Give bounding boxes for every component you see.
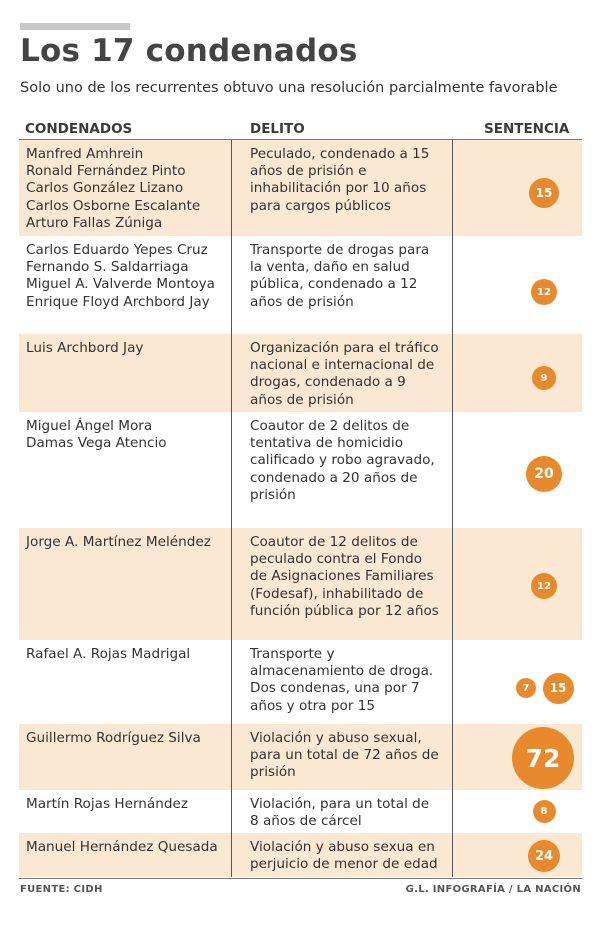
convicted-name: Carlos Osborne Escalante: [26, 197, 201, 214]
table-row: [19, 528, 582, 640]
convicted-name: Manuel Hernández Quesada: [26, 839, 218, 855]
convicted-names: [26, 340, 236, 357]
credit-note: G.L. INFOGRAFÍA / LA NACIÓN: [405, 884, 581, 895]
convicted-name: Carlos Eduardo Yepes Cruz: [26, 242, 208, 258]
crime-description: Violación y abuso sexua en perjuicio de menor de edad: [250, 839, 438, 873]
table-row: [19, 790, 582, 833]
convicted-name: Arturo Fallas Zúniga: [26, 214, 163, 231]
convicted-name: Damas Vega Atencio: [26, 435, 167, 452]
column-divider: [231, 412, 232, 528]
convicted-names: [26, 839, 236, 856]
column-divider: [231, 790, 232, 833]
convicted-names: [26, 242, 236, 311]
crime-description: Transporte y almacenamiento de droga. Dos condenas, una por 7 años y otra por 15: [250, 646, 434, 714]
convicted-names: [26, 730, 236, 747]
column-divider: [231, 833, 232, 877]
sentence-cell: [452, 334, 582, 412]
sentence-years-badge: 7: [516, 678, 536, 698]
crime-description: Organización para el tráfico nacional e internacional de drogas, condenado a 9 años de prisión: [250, 340, 439, 408]
column-divider: [231, 528, 232, 640]
crime-description: Peculado, condenado a 15 años de prisión e inhabilitación por 10 años para cargos públicos: [250, 146, 430, 214]
sentence-cell: [452, 140, 582, 236]
sentence-cell: [452, 724, 582, 790]
sentence-cell: [452, 640, 582, 724]
page-subtitle: Solo uno de los recurrentes obtuvo una resolución parcialmente favorable: [20, 80, 558, 96]
column-header-crime: DELITO: [250, 121, 305, 137]
convicted-name: Jorge A. Martínez Meléndez: [26, 534, 211, 550]
column-divider: [231, 334, 232, 412]
column-divider: [231, 140, 232, 236]
sentence-years-badge: 72: [512, 727, 574, 789]
crime-description: Coautor de 12 delitos de peculado contra el Fondo de Asignaciones Familiares (Fodesaf), inhabilitado de función pública por 12 años: [250, 534, 439, 619]
convicted-name: Luis Archbord Jay: [26, 340, 144, 356]
convicted-names: [26, 796, 236, 813]
sentence-years-badge: 20: [526, 456, 562, 492]
convicted-name: Guillermo Rodríguez Silva: [26, 730, 201, 746]
convicted-name: Martín Rojas Hernández: [26, 796, 188, 812]
sentence-years-badge: 8: [533, 800, 556, 823]
convicted-names: [26, 146, 236, 232]
sentence-years-badge: 12: [531, 279, 557, 305]
table-row: [19, 236, 582, 334]
sentence-cell: [452, 528, 582, 640]
convicted-name: Carlos González Lizano: [26, 180, 184, 197]
column-divider: [231, 640, 232, 724]
table-header: [0, 121, 600, 139]
convicted-name: Miguel A. Valverde Montoya: [26, 276, 216, 293]
table-row: [19, 140, 582, 236]
convicted-name: Fernando S. Saldarriaga: [26, 259, 189, 276]
sentence-years-badge: 15: [529, 178, 559, 208]
convicted-name: Enrique Floyd Archbord Jay: [26, 293, 210, 310]
sentence-years-badge: 15: [543, 673, 574, 704]
sentence-cell: [452, 833, 582, 877]
sentence-cell: [452, 412, 582, 528]
sentence-years-badge: 12: [531, 573, 557, 599]
crime-description: Violación y abuso sexual, para un total de 72 años de prisión: [250, 730, 439, 781]
convicted-names: [26, 534, 236, 551]
column-divider: [231, 236, 232, 334]
column-header-sentence: SENTENCIA: [484, 121, 570, 137]
crime-description: Violación, para un total de 8 años de cárcel: [250, 796, 430, 830]
top-decoration-bar: [20, 23, 130, 30]
table-row: [19, 833, 582, 877]
footer-rule: [19, 878, 582, 879]
convicted-name: Miguel Ángel Mora: [26, 418, 153, 434]
table-row: [19, 640, 582, 724]
convicted-name: Manfred Amhrein: [26, 146, 144, 162]
crime-description: Coautor de 2 delitos de tentativa de homicidio calificado y robo agravado, condenado a 20 años de prisión: [250, 418, 435, 503]
sentence-cell: [452, 790, 582, 833]
sentence-years-badge: 9: [532, 366, 556, 390]
source-note: FUENTE: CIDH: [20, 884, 103, 895]
convicted-name: Ronald Fernández Pinto: [26, 163, 186, 180]
table-row: [19, 334, 582, 412]
crime-description: Transporte de drogas para la venta, daño en salud pública, condenado a 12 años de prisión: [250, 242, 430, 310]
page-title: Los 17 condenados: [20, 33, 358, 69]
table-row: [19, 724, 582, 790]
sentence-years-badge: 24: [528, 840, 560, 872]
sentence-cell: [452, 236, 582, 334]
column-header-names: CONDENADOS: [25, 121, 133, 137]
convicted-names: [26, 418, 236, 452]
convicted-names: [26, 646, 236, 663]
convicted-name: Rafael A. Rojas Madrigal: [26, 646, 191, 662]
column-divider: [231, 724, 232, 790]
table-row: [19, 412, 582, 528]
